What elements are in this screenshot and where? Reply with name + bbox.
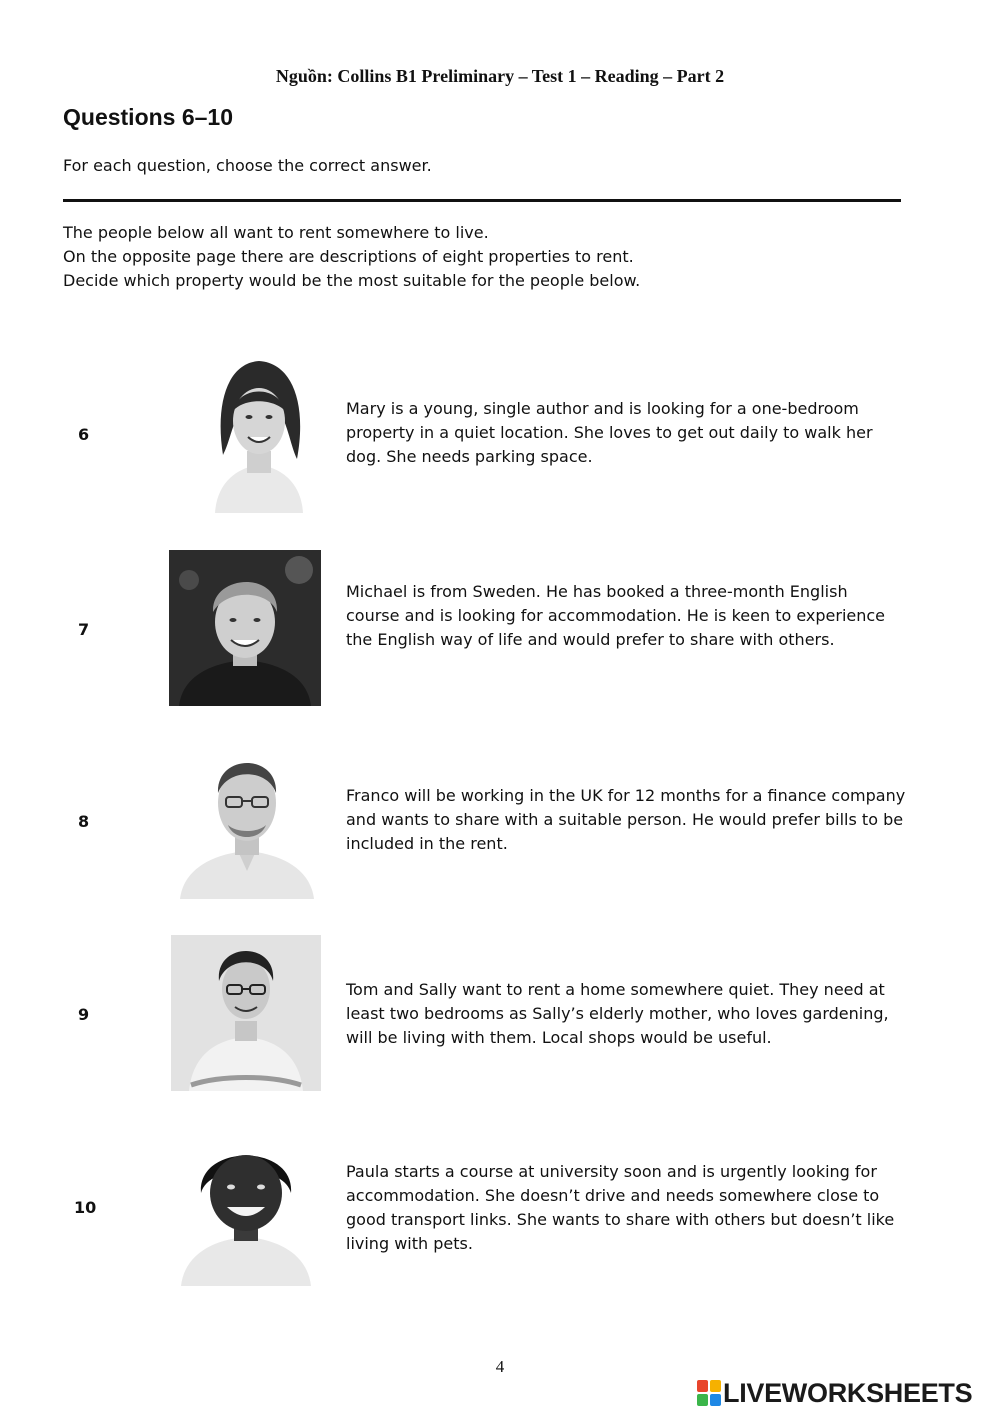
question-number: 10: [74, 1198, 97, 1217]
brand-square-red: [697, 1380, 708, 1392]
page-number: 4: [495, 1357, 505, 1376]
photo-franco: [172, 745, 322, 899]
brand-square-yellow: [710, 1380, 721, 1392]
question-text: Mary is a young, single author and is looking for a one-bedroom property in a quiet location. She loves to get out daily to walk her dog. She needs parking space.: [346, 399, 873, 466]
instruction-text: For each question, choose the correct answer.: [63, 156, 432, 175]
brand-name: LIVEWORKSHEETS: [723, 1377, 973, 1408]
intro-line: Decide which property would be the most suitable for the people below.: [63, 271, 641, 290]
question-text: Franco will be working in the UK for 12 months for a finance company and wants to share with a suitable person. He would prefer bills to be included in the rent.: [346, 786, 906, 853]
question-text: Tom and Sally want to rent a home somewhere quiet. They need at least two bedrooms as Sally’s elderly mother, who loves gardening, will be living with them. Local shops would be useful.: [346, 980, 889, 1047]
brand-square-blue: [710, 1394, 721, 1406]
photo-mary: [195, 355, 323, 513]
intro-line: On the opposite page there are descriptions of eight properties to rent.: [63, 247, 634, 266]
question-number: 8: [78, 812, 90, 831]
questions-title: Questions 6–10: [63, 104, 234, 130]
brand-mark-icon: [697, 1380, 721, 1406]
brand-square-green: [697, 1394, 708, 1406]
brand-logo: [697, 1378, 972, 1408]
photo-tom: [171, 935, 321, 1091]
question-number: 6: [78, 425, 90, 444]
intro-paragraph: [63, 221, 640, 293]
intro-line: The people below all want to rent somewhere to live.: [63, 223, 489, 242]
photo-paula: [171, 1133, 321, 1286]
photo-michael: [169, 550, 321, 706]
question-number: 9: [78, 1005, 90, 1024]
question-text: Michael is from Sweden. He has booked a three-month English course and is looking for accommodation. He is keen to experience the English way of life and would prefer to share with others.: [346, 582, 886, 649]
question-number: 7: [78, 620, 90, 639]
question-text: Paula starts a course at university soon and is urgently looking for accommodation. She doesn’t drive and needs somewhere close to good transport links. She wants to share with others but doesn’t like living with pets.: [346, 1162, 895, 1253]
source-line: Nguồn: Collins B1 Preliminary – Test 1 – Reading – Part 2: [275, 66, 725, 86]
divider-rule: [63, 199, 901, 202]
